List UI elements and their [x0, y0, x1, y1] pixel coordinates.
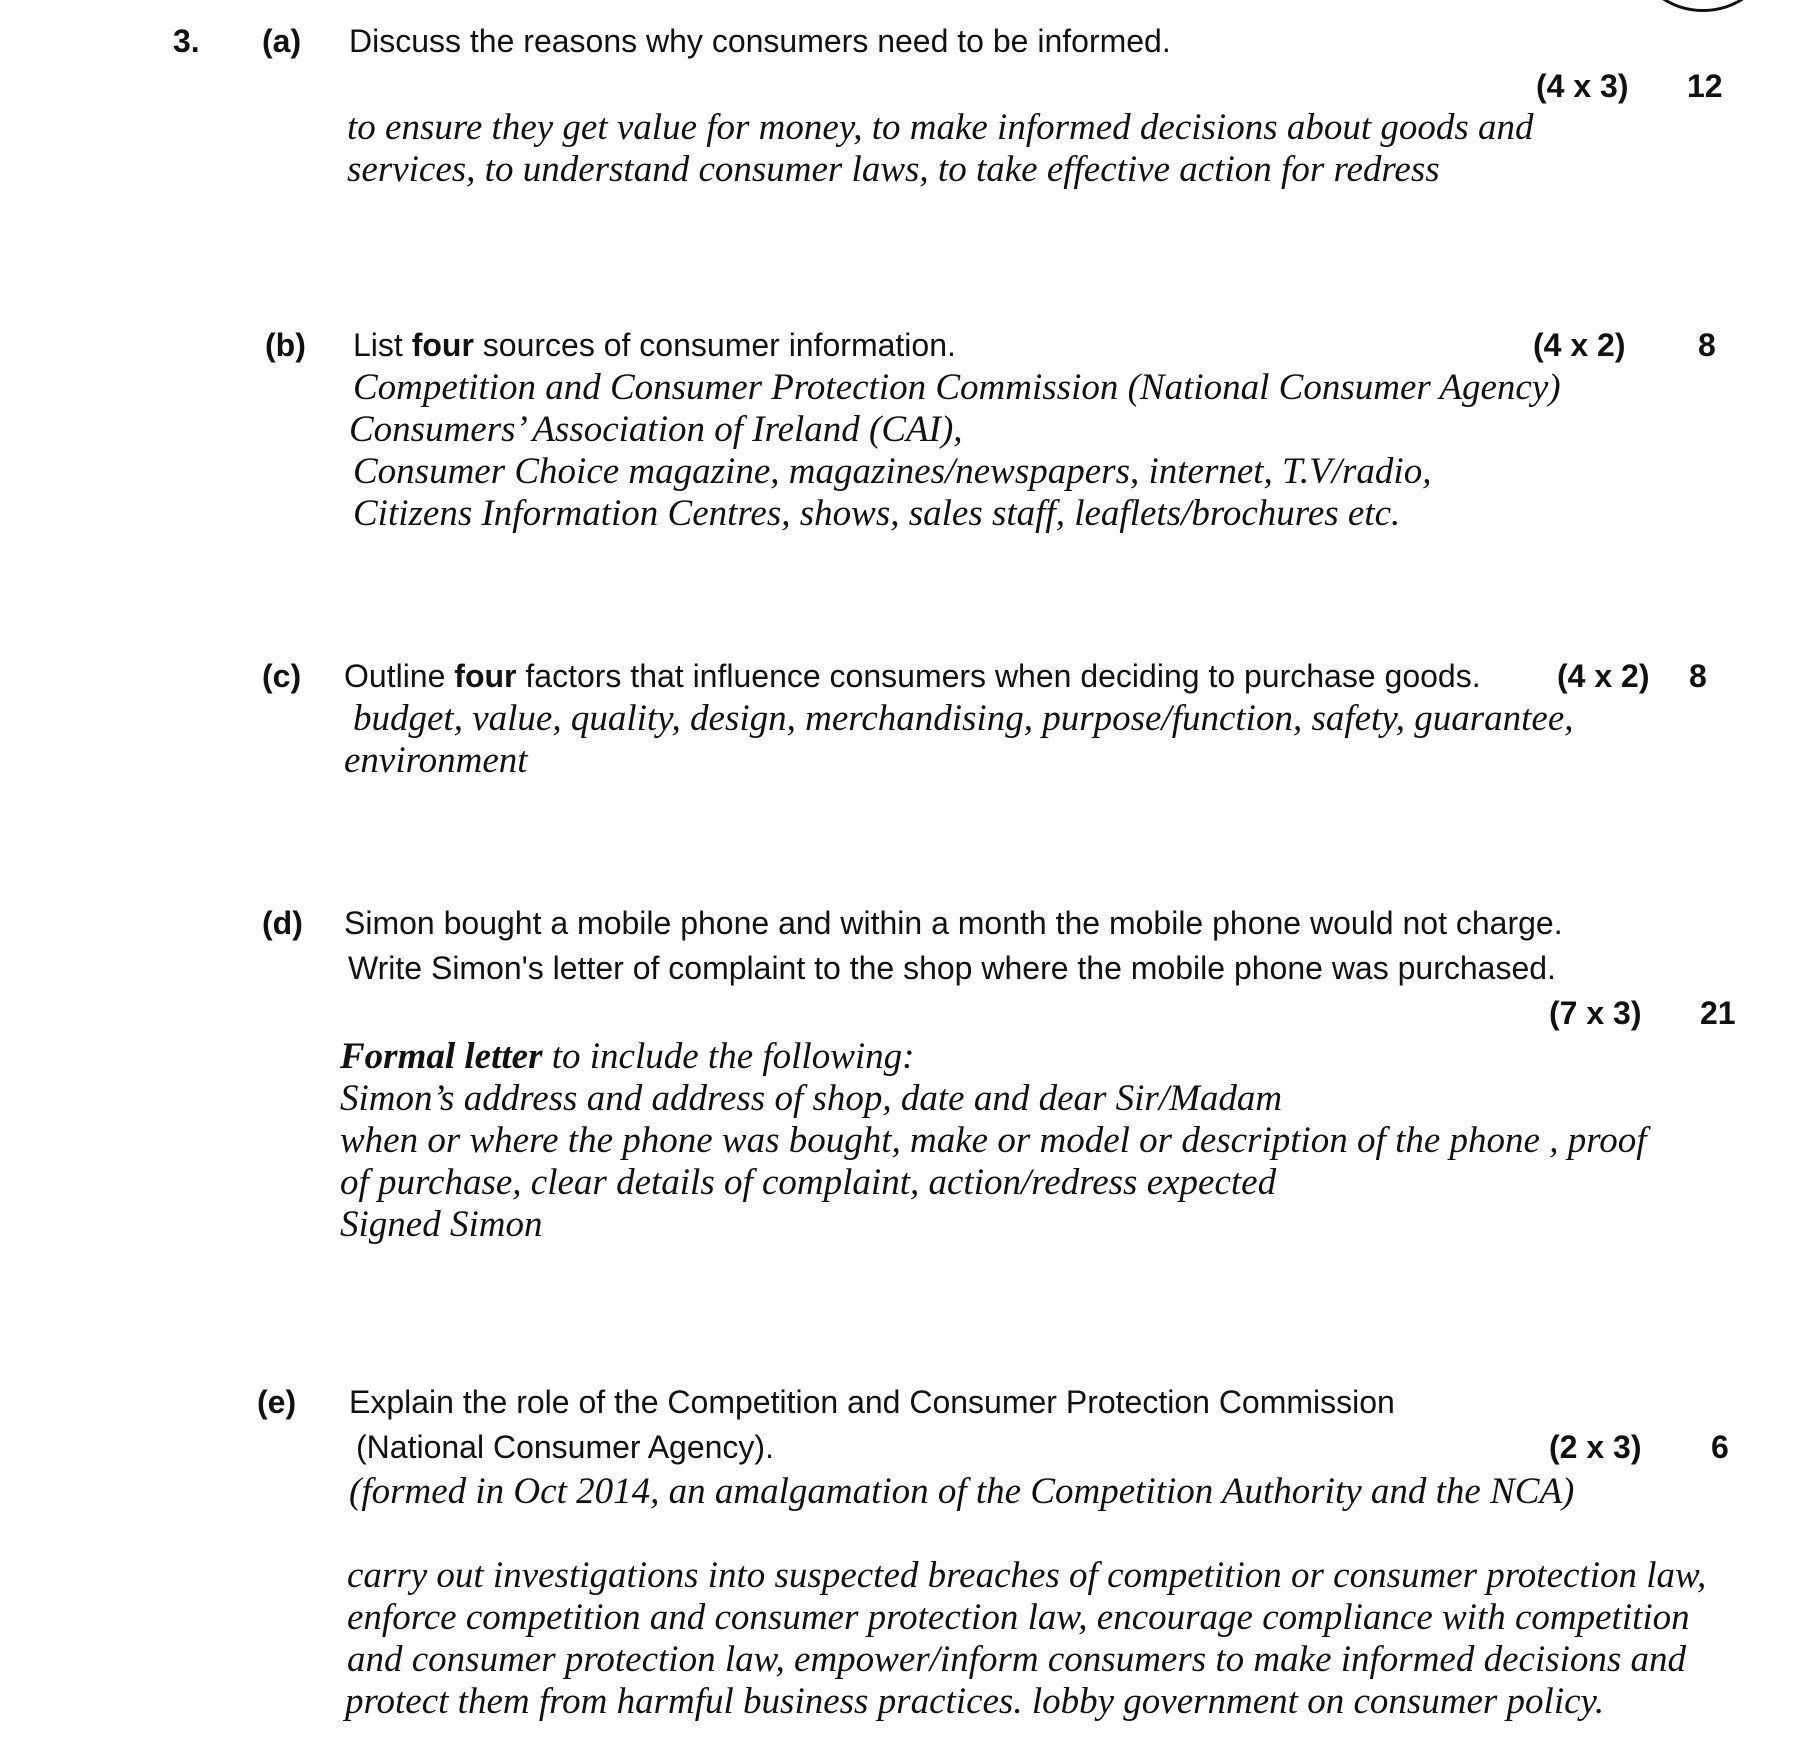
part-c-prompt-pre: Outline: [344, 658, 446, 694]
corner-circle-mark: [1640, 0, 1766, 12]
part-e-answer-line-1: carry out investigations into suspected breaches of competition or consumer protection law,: [347, 1555, 1707, 1596]
part-b-marks: 8: [1698, 327, 1716, 363]
part-d-prompt-line-1: Simon bought a mobile phone and within a month the mobile phone would not charge.: [344, 905, 1563, 941]
part-b-prompt-pre: List: [353, 327, 403, 363]
part-e-marks: 6: [1711, 1429, 1729, 1465]
part-e-label: (e): [257, 1384, 297, 1420]
part-a-prompt: Discuss the reasons why consumers need to be informed.: [349, 23, 1171, 59]
part-d-label: (d): [262, 905, 303, 941]
part-b-prompt-bold: four: [411, 327, 474, 363]
part-e-note: (formed in Oct 2014, an amalgamation of the Competition Authority and the NCA): [349, 1471, 1575, 1512]
part-c-answer-line-1: budget, value, quality, design, merchandising, purpose/function, safety, guarantee,: [353, 698, 1574, 739]
part-d-answer-line-3: of purchase, clear details of complaint, action/redress expected: [340, 1162, 1277, 1203]
part-d-answer-intro-bold: Formal letter: [340, 1036, 543, 1077]
part-b-label: (b): [265, 327, 306, 363]
part-b-answer-line-1: Competition and Consumer Protection Commission (National Consumer Agency): [353, 367, 1561, 408]
part-d-allocation: (7 x 3): [1549, 995, 1642, 1031]
part-c-marks: 8: [1689, 658, 1707, 694]
part-e-allocation: (2 x 3): [1549, 1429, 1642, 1465]
part-d-prompt-line-2: Write Simon's letter of complaint to the shop where the mobile phone was purchased.: [348, 950, 1556, 986]
part-c-label: (c): [262, 658, 302, 694]
part-b-prompt: [353, 325, 956, 365]
part-d-answer-line-2: when or where the phone was bought, make or model or description of the phone , proof: [340, 1120, 1647, 1161]
part-e-answer-line-2: enforce competition and consumer protection law, encourage compliance with competition: [347, 1597, 1690, 1638]
part-c-prompt-post: factors that influence consumers when deciding to purchase goods.: [525, 658, 1481, 694]
part-a-answer-line-2: services, to understand consumer laws, to take effective action for redress: [347, 149, 1440, 190]
part-d-answer-intro: [340, 1036, 915, 1078]
part-b-allocation: (4 x 2): [1533, 327, 1626, 363]
part-d-answer-line-4: Signed Simon: [340, 1204, 543, 1245]
part-b-answer-line-4: Citizens Information Centres, shows, sales staff, leaflets/brochures etc.: [353, 493, 1401, 534]
question-number: 3.: [173, 23, 200, 59]
part-e-prompt-line-1: Explain the role of the Competition and Consumer Protection Commission: [349, 1384, 1395, 1420]
part-e-answer-line-4: protect them from harmful business practices. lobby government on consumer policy.: [345, 1681, 1605, 1722]
part-b-answer-line-3: Consumer Choice magazine, magazines/newspapers, internet, T.V/radio,: [353, 451, 1432, 492]
part-e-answer-line-3: and consumer protection law, empower/inform consumers to make informed decisions and: [347, 1639, 1687, 1680]
part-c-answer-line-2: environment: [344, 740, 528, 781]
part-a-allocation: (4 x 3): [1536, 68, 1629, 104]
part-a-label: (a): [262, 23, 302, 59]
part-e-prompt-line-2: (National Consumer Agency).: [356, 1429, 774, 1465]
part-d-answer-line-1: Simon’s address and address of shop, date and dear Sir/Madam: [340, 1078, 1283, 1119]
part-d-answer-intro-rest: to include the following:: [551, 1036, 915, 1077]
part-c-prompt: [344, 656, 1481, 696]
part-b-answer-line-2: Consumers’ Association of Ireland (CAI),: [349, 409, 963, 450]
part-a-answer-line-1: to ensure they get value for money, to make informed decisions about goods and: [347, 107, 1534, 148]
part-c-allocation: (4 x 2): [1557, 658, 1650, 694]
part-b-prompt-post: sources of consumer information.: [482, 327, 956, 363]
part-c-prompt-bold: four: [454, 658, 517, 694]
part-d-marks: 21: [1700, 995, 1736, 1031]
part-a-marks: 12: [1687, 68, 1723, 104]
